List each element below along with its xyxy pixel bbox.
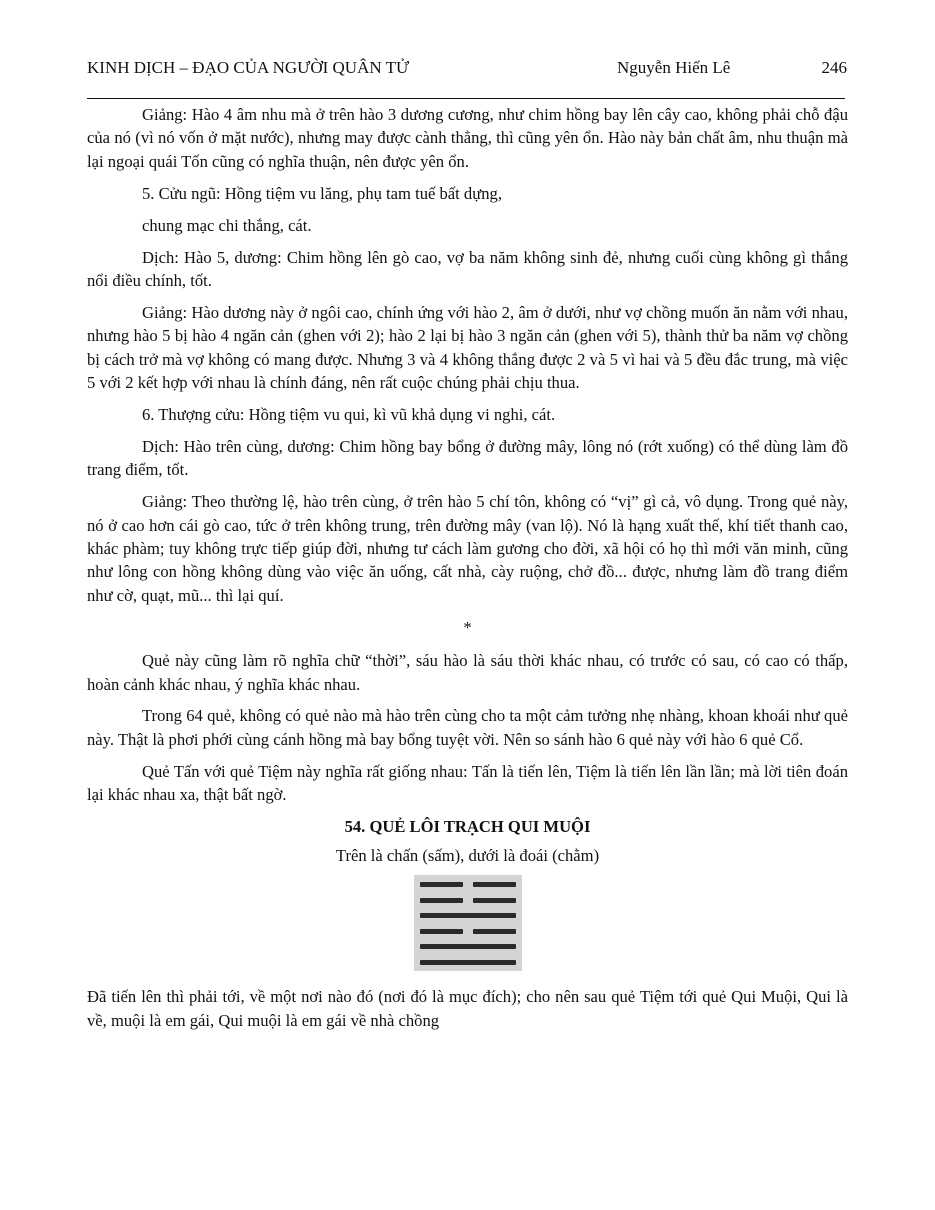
section-separator: *	[463, 617, 472, 637]
hexagram-broken-line-segment	[473, 929, 516, 934]
paragraph: Quẻ này cũng làm rõ nghĩa chữ “thời”, sáu hào là sáu thời khác nhau, có trước có sau, có cao có thấp, hoàn cảnh khác nhau, ý nghĩa khác nhau.	[87, 651, 848, 694]
hexagram-solid-line	[420, 913, 516, 918]
paragraph: Dịch: Hào trên cùng, dương: Chim hồng bay bổng ở đường mây, lông nó (rớt xuống) có thể dùng làm đồ trang điểm, tốt.	[87, 436, 848, 480]
section-heading: 54. QUẺ LÔI TRẠCH QUI MUỘI	[344, 817, 591, 837]
running-header	[87, 58, 847, 80]
hexagram-broken-line-segment	[473, 882, 516, 887]
hexagram-broken-line-segment	[420, 929, 463, 934]
page-number: 246	[821, 58, 847, 77]
page-body	[87, 103, 848, 1041]
hexagram-broken-line-segment	[420, 882, 463, 887]
verse-line: chung mạc chi thắng, cát.	[142, 215, 312, 235]
paragraph: Quẻ Tấn với quẻ Tiệm này nghĩa rất giống nhau: Tấn là tiến lên, Tiệm là tiến lên lần lần; mà lời tiên đoán lại khác nhau xa, thật bất ngờ.	[87, 761, 848, 805]
hexagram-broken-line-segment	[473, 898, 516, 903]
paragraph: Giảng: Theo thường lệ, hào trên cùng, ở trên hào 5 chí tôn, không có “vị” gì cả, vô dụng. Trong quẻ này, nó ở cao hơn cái gò cao, tức ở trên không trung, trên đường mây (van lộ). Nó là hạng xuất thế, khí tiết thanh cao, khác phàm; tuy không trực tiếp giúp đời, nhưng tư cách làm gương cho đời, xã hội có họ thì mới văn minh, cũng như lông con hồng không dùng vào việc ăn uống, cất nhà, cày ruộng, chở đồ... được, nhưng làm đồ trang điểm như cờ, quạt, mũ... thì lại quí.	[87, 492, 848, 605]
section-subtitle: Trên là chấn (sấm), dưới là đoái (chằm)	[335, 846, 600, 866]
paragraph: Dịch: Hào 5, dương: Chim hồng lên gò cao, vợ ba năm không sinh đẻ, nhưng cuối cùng không gì thắng nổi điều chính, tốt.	[87, 247, 848, 290]
book-title: KINH DỊCH – ĐẠO CỦA NGƯỜI QUÂN TỬ	[87, 58, 410, 77]
hexagram-figure	[414, 875, 522, 971]
paragraph: Giảng: Hào dương này ở ngôi cao, chính ứng với hào 2, âm ở dưới, như vợ chồng muốn ăn nằm với nhau, nhưng hào 5 bị hào 4 ngăn cản (ghen với 2); hào 2 lại bị hào 3 ngăn cản (ghen với 5), thành thử ba năm vợ chồng bị cách trở mà vợ không có mang được. Nhưng 3 và 4 không thắng được 2 và 5 vì hai và 5 đều đắc trung, mà việc 5 với 2 kết hợp với nhau là chính đáng, nên rất cuộc chúng phải chịu thua.	[87, 302, 848, 393]
closing-paragraph: Đã tiến lên thì phải tới, về một nơi nào đó (nơi đó là mục đích); cho nên sau quẻ Tiệm tới quẻ Qui Muội, Qui là về, muội là em gái, Qui muội là em gái về nhà chồng	[87, 987, 848, 1030]
author-name: Nguyễn Hiến Lê	[617, 58, 731, 77]
hexagram-solid-line	[420, 944, 516, 949]
hexagram-broken-line-segment	[420, 898, 463, 903]
paragraph: Giảng: Hào 4 âm nhu mà ở trên hào 3 dương cương, như chim hồng bay lên cây cao, không phải chỗ đậu của nó (vì nó vốn ở mặt nước), nhưng may được cành thẳng, thì cũng yên ổn. Hào này bản chất âm, nhu thuận mà lại ngoại quái Tốn cũng có nghĩa thuận, nên được yên ổn.	[87, 105, 848, 171]
verse-line: 5. Cửu ngũ: Hồng tiệm vu lăng, phụ tam tuế bất dựng,	[142, 183, 502, 203]
hexagram-solid-line	[420, 960, 516, 965]
paragraph: Trong 64 quẻ, không có quẻ nào mà hào trên cùng cho ta một cảm tưởng nhẹ nhàng, khoan khoái như quẻ này. Thật là phơi phới cùng cánh hồng mà bay bổng tuyệt vời. Nên so sánh hào 6 quẻ này với hào 6 quẻ Cổ.	[87, 706, 848, 749]
header-divider	[87, 98, 845, 99]
verse-line: 6. Thượng cửu: Hồng tiệm vu qui, kì vũ khả dụng vi nghi, cát.	[142, 404, 556, 424]
